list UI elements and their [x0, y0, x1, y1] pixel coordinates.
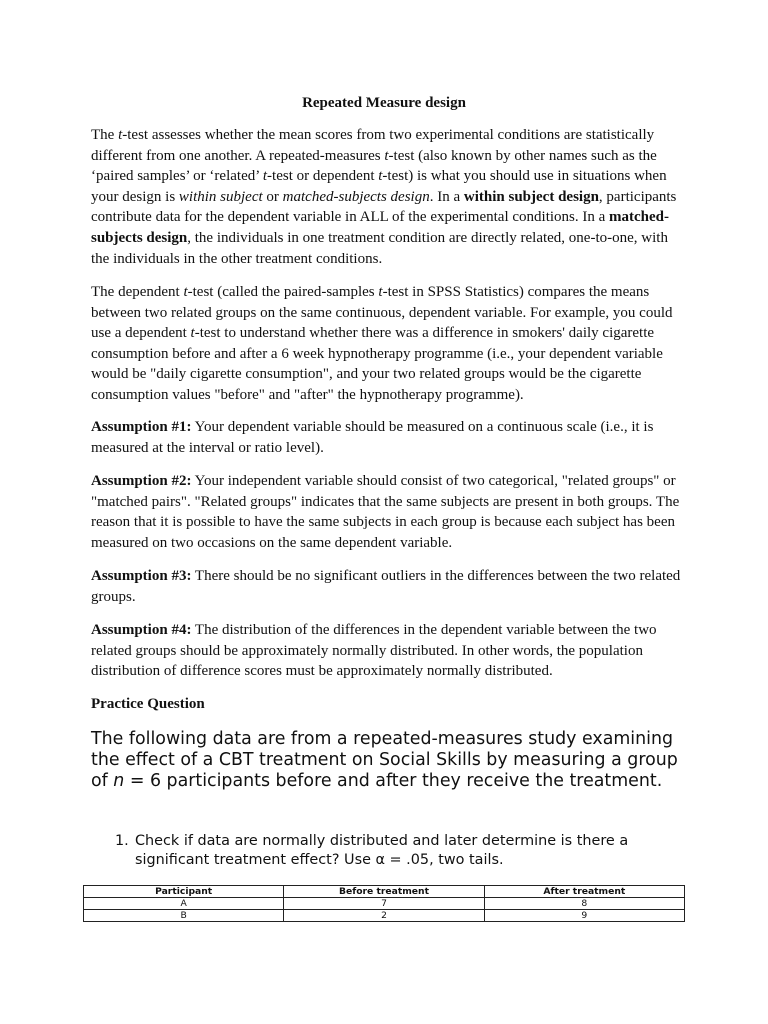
assumption-2: [91, 471, 681, 553]
column-header: Before treatment: [284, 886, 484, 898]
italic-term: within subject: [178, 188, 263, 205]
text-run: = 6 participants before and after they receive the treatment.: [124, 771, 663, 792]
italic-t: t: [262, 168, 268, 185]
text-run: or: [262, 188, 283, 205]
dependent-t-test-paragraph: [91, 282, 681, 406]
table-cell: 9: [484, 910, 684, 922]
assumption-text: There should be no significant outliers in the differences between the two related groups.: [91, 568, 681, 605]
column-header: Participant: [84, 886, 284, 898]
table-cell: 7: [284, 898, 484, 910]
table-row: [84, 910, 685, 922]
italic-t: t: [384, 147, 389, 164]
assumption-label: Assumption #1:: [91, 419, 192, 435]
italic-term: matched-subjects design: [282, 188, 430, 205]
table-cell: 8: [484, 898, 684, 910]
text-run: , the individuals in one treatment condition are directly related, one-to-one, with the individuals in the other treatment conditions.: [91, 229, 668, 267]
italic-t: t: [183, 284, 188, 300]
text-run: . In a: [429, 188, 464, 205]
assumption-text: The distribution of the differences in the dependent variable between the two related groups should be approximately normally distributed. In other words, the population distribution of difference scores must be approximately normally distributed.: [91, 622, 657, 680]
italic-t: t: [190, 325, 195, 342]
intro-paragraph: [91, 125, 681, 269]
text-run: -test (also known by other names such as the ‘paired samples’ or ‘related’: [91, 147, 657, 185]
assumption-label: Assumption #4:: [91, 622, 192, 638]
text-run: -test assesses whether the mean scores from two experimental conditions are statistically different from one another. A repeated-measures: [91, 127, 655, 164]
bold-term: matched-subjects design: [91, 209, 670, 246]
text-run: -test to understand whether there was a difference in smokers' daily cigarette consumption before and after a 6 week hypnotherapy programme (i.e., your dependent variable would be "daily cigarette consumption", and your two related groups would be the cigarette consumption values "before" and "after" the hypnotherapy programme).: [91, 325, 663, 403]
text-run: -test) is what you should use in situations when your design is: [91, 168, 667, 205]
table-cell: A: [84, 898, 284, 910]
task-text: Check if data are normally distributed and later determine is there a significant treatment effect? Use α = .05, two tails.: [135, 833, 629, 868]
bold-term: within subject design: [463, 188, 599, 205]
assumption-4: [91, 620, 681, 682]
table-cell: B: [84, 910, 284, 922]
text-run: The dependent: [91, 284, 184, 300]
data-table: [83, 885, 685, 922]
practice-question-heading: Practice Question: [91, 696, 205, 712]
assumption-label: Assumption #3:: [91, 568, 192, 584]
table-header-row: [84, 886, 685, 898]
practice-question-text: [91, 729, 691, 793]
text-run: , participants contribute data for the dependent variable in ALL of the experimental conditions. In a: [91, 188, 677, 226]
assumption-label: Assumption #2:: [91, 473, 192, 489]
assumption-text: Your dependent variable should be measured on a continuous scale (i.e., it is measured at the interval or ratio level).: [91, 419, 654, 456]
assumption-1: [91, 417, 681, 458]
text-run: -test (called the paired-samples: [187, 284, 379, 300]
text-run: -test in SPSS Statistics) compares the means between two related groups on the same continuous, dependent variable. For example, you could use a dependent: [91, 284, 673, 342]
list-number: 1.: [115, 833, 129, 849]
table-row: [84, 898, 685, 910]
italic-n: n: [113, 771, 125, 792]
text-run: The following data are from a repeated-measures study examining the effect of a CBT treatment on Social Skills by measuring a group of: [91, 729, 678, 792]
document-title: Repeated Measure design: [302, 95, 466, 111]
text-run: -test or dependent: [267, 168, 379, 185]
italic-t: t: [118, 127, 123, 143]
column-header: After treatment: [484, 886, 684, 898]
italic-t: t: [378, 168, 383, 185]
table-cell: 2: [284, 910, 484, 922]
italic-t: t: [378, 284, 383, 300]
text-run: The: [91, 127, 119, 143]
assumption-text: Your independent variable should consist of two categorical, "related groups" or "matched pairs". "Related groups" indicates that the same subjects are present in both groups. The reason that it is possible to have the same subjects in each group is because each subject has been measured on two occasions on the same dependent variable.: [91, 473, 680, 551]
assumption-3: [91, 566, 681, 607]
